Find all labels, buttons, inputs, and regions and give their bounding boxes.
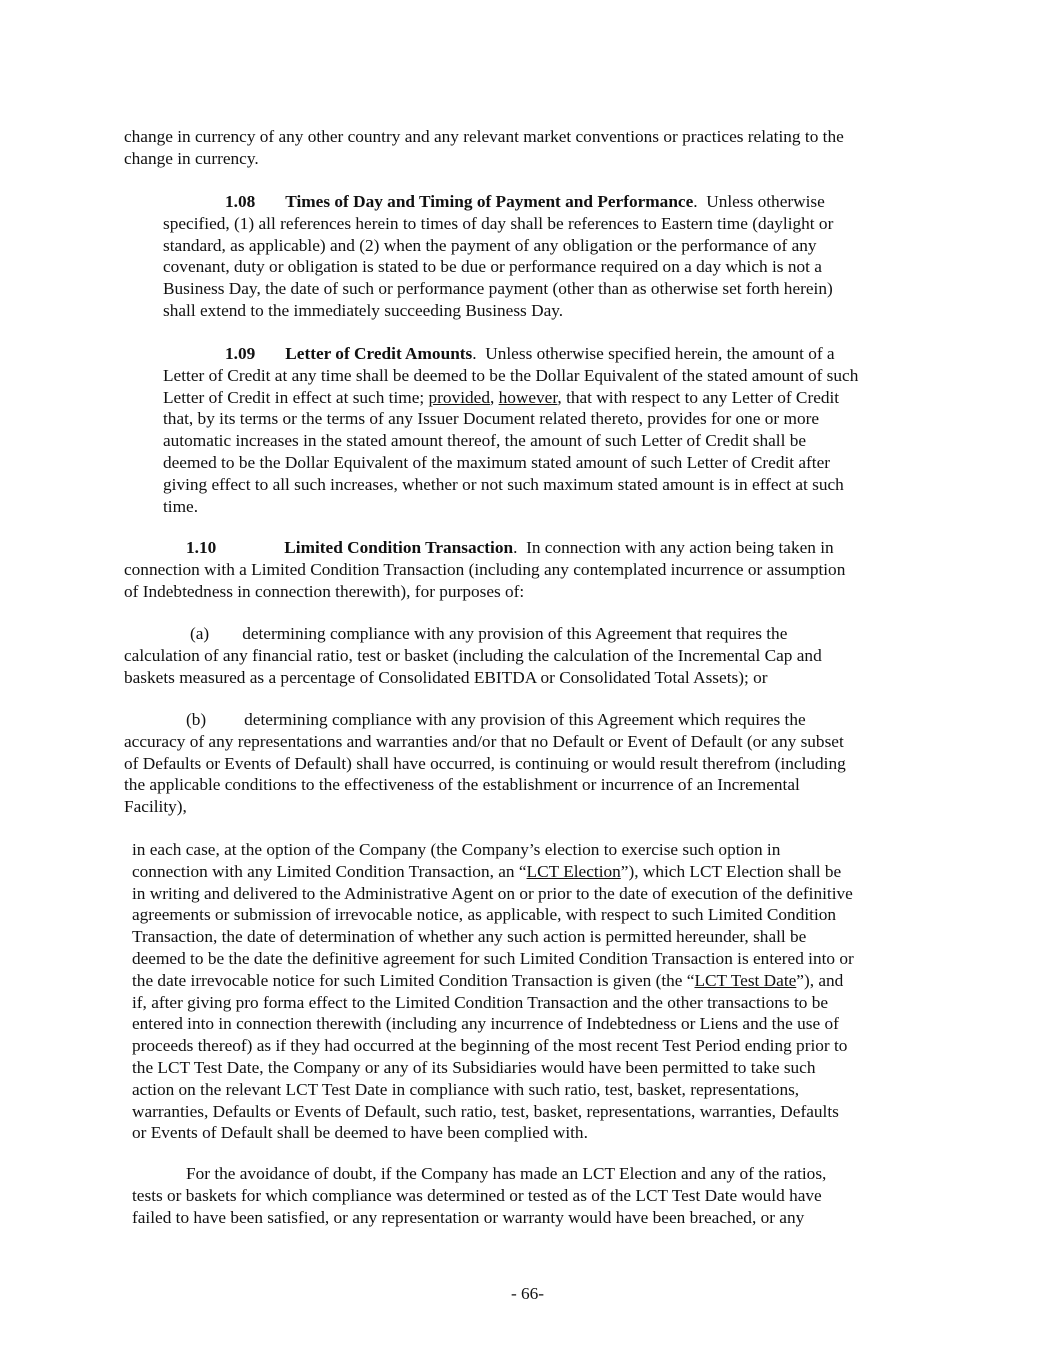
section-1-08 — [163, 191, 833, 322]
text-line: covenant, duty or obligation is stated to be due or performance required on a day which is not a — [163, 257, 822, 277]
defined-term-lct-test-date: LCT Test Date — [694, 970, 797, 990]
text-line: agreements or submission of irrevocable notice, as applicable, with respect to such Limited Condition — [132, 905, 837, 925]
text-fragment: , — [489, 387, 499, 407]
section-first-line: 1.09 Letter of Credit Amounts. Unless otherwise specified herein, the amount of a — [225, 344, 835, 363]
section-heading: Times of Day and Timing of Payment and Performance — [285, 192, 694, 211]
text-line: failed to have been satisfied, or any representation or warranty would have been breached, or any — [132, 1207, 805, 1227]
clause-b — [124, 709, 846, 818]
text-fragment: connection with any Limited Condition Transaction, an “ — [132, 861, 527, 881]
section-1-09 — [163, 343, 858, 517]
clause-a — [124, 623, 822, 688]
text-line: Facility), — [124, 797, 187, 817]
text-line: or Events of Default shall be deemed to have been complied with. — [132, 1123, 588, 1143]
text-fragment: the date irrevocable notice for such Limited Condition Transaction is given (the “ — [132, 970, 695, 990]
text-line: the LCT Test Date, the Company or any of its Subsidiaries would have been permitted to take such — [132, 1057, 816, 1077]
text-line — [132, 970, 854, 992]
section-text: Unless otherwise — [706, 192, 825, 211]
text-line: entered into in connection therewith (including any incurrence of Indebtedness or Liens and the use of — [132, 1014, 839, 1034]
text-line: specified, (1) all references herein to times of day shall be references to Eastern time (daylight or — [163, 213, 834, 233]
text-line: deemed to be the Dollar Equivalent of the maximum stated amount of such Letter of Credit after — [163, 452, 831, 472]
text-line: warranties, Defaults or Events of Default, such ratio, test, basket, representations, warranties, Defaults — [132, 1101, 839, 1121]
text-line: of Defaults or Events of Default) shall have occurred, is continuing or would result therefrom (including — [124, 753, 846, 773]
text-line: accuracy of any representations and warranties and/or that no Default or Event of Default (or any subset — [124, 731, 844, 751]
text-line: calculation of any financial ratio, test or basket (including the calculation of the Incremental Cap and — [124, 645, 822, 665]
section-first-line: 1.10 Limited Condition Transaction. In connection with any action being taken in — [186, 538, 834, 557]
section-text: Unless otherwise specified herein, the amount of a — [485, 344, 835, 363]
text-line: proceeds thereof) as if they had occurred at the beginning of the most recent Test Period ending prior to — [132, 1036, 848, 1056]
text-line: Business Day, the date of such or performance payment (other than as otherwise set forth herein) — [163, 279, 833, 299]
defined-term-lct-election: LCT Election — [526, 861, 621, 881]
text-line: baskets measured as a percentage of Consolidated EBITDA or Consolidated Total Assets); or — [124, 667, 768, 687]
text-line: connection with a Limited Condition Transaction (including any contemplated incurrence or assumption — [124, 559, 846, 579]
clause-text: determining compliance with any provision of this Agreement which requires the — [244, 710, 806, 729]
paragraph-carryover — [124, 126, 844, 170]
text-line: the applicable conditions to the effectiveness of the establishment or incurrence of an Incremental — [124, 775, 800, 795]
clause-label: (b) — [186, 710, 207, 729]
text-line: change in currency of any other country and any relevant market conventions or practices relating to the — [124, 127, 844, 146]
defined-term-provided: provided — [428, 387, 490, 407]
text-line: in each case, at the option of the Company (the Company’s election to exercise such option in — [132, 840, 781, 859]
text-line: Transaction, the date of determination of whether any such action is permitted hereunder, shall be — [132, 927, 807, 947]
text-line — [163, 387, 858, 409]
section-heading: Letter of Credit Amounts — [285, 344, 473, 363]
text-line: shall extend to the immediately succeeding Business Day. — [163, 300, 564, 320]
text-line — [132, 861, 854, 883]
text-fragment: , that with respect to any Letter of Credit — [557, 387, 840, 407]
clause-label: (a) — [190, 624, 210, 643]
section-number: 1.09 — [225, 344, 256, 363]
text-line: automatic increases in the stated amount thereof, the amount of such Letter of Credit shall be — [163, 431, 807, 451]
text-line: time. — [163, 496, 199, 516]
text-line: change in currency. — [124, 148, 259, 168]
paragraph-avoidance-of-doubt — [132, 1163, 826, 1228]
text-fragment: ”), and — [796, 970, 844, 990]
clause-first-line — [124, 709, 846, 731]
text-line: of Indebtedness in connection therewith), for purposes of: — [124, 581, 525, 601]
text-line: tests or baskets for which compliance was determined or tested as of the LCT Test Date would have — [132, 1185, 822, 1205]
section-number: 1.10 — [186, 538, 217, 557]
text-line: if, after giving pro forma effect to the Limited Condition Transaction and the other transactions to be — [132, 992, 829, 1012]
section-1-10 — [124, 537, 845, 602]
text-line: that, by its terms or the terms of any Issuer Document related thereto, provides for one or more — [163, 409, 820, 429]
defined-term-however: however — [498, 387, 558, 407]
text-line: in writing and delivered to the Administrative Agent on or prior to the date of execution of the definitive — [132, 883, 853, 903]
paragraph-lct-election — [132, 839, 854, 1144]
text-fragment: Letter of Credit in effect at such time; — [163, 387, 429, 407]
clause-text: determining compliance with any provision of this Agreement that requires the — [242, 624, 788, 643]
section-number: 1.08 — [225, 192, 256, 211]
section-first-line: 1.08 Times of Day and Timing of Payment and Performance. Unless otherwise — [225, 192, 825, 211]
text-line: standard, as applicable) and (2) when the payment of any obligation or the performance of any — [163, 235, 817, 255]
section-heading: Limited Condition Transaction — [284, 538, 514, 557]
clause-first-line — [124, 623, 822, 645]
page-number: - 66- — [510, 1284, 545, 1303]
text-fragment: ”), which LCT Election shall be — [620, 861, 842, 881]
text-line: deemed to be the date the definitive agreement for such Limited Condition Transaction is entered into or — [132, 948, 854, 968]
text-line: action on the relevant LCT Test Date in compliance with such ratio, test, basket, representations, — [132, 1079, 800, 1099]
text-line: For the avoidance of doubt, if the Company has made an LCT Election and any of the ratios, — [186, 1164, 827, 1183]
section-text: In connection with any action being taken in — [526, 538, 834, 557]
text-line: Letter of Credit at any time shall be deemed to be the Dollar Equivalent of the stated amount of such — [163, 365, 859, 385]
text-line: giving effect to all such increases, whether or not such maximum stated amount is in effect at such — [163, 474, 844, 494]
